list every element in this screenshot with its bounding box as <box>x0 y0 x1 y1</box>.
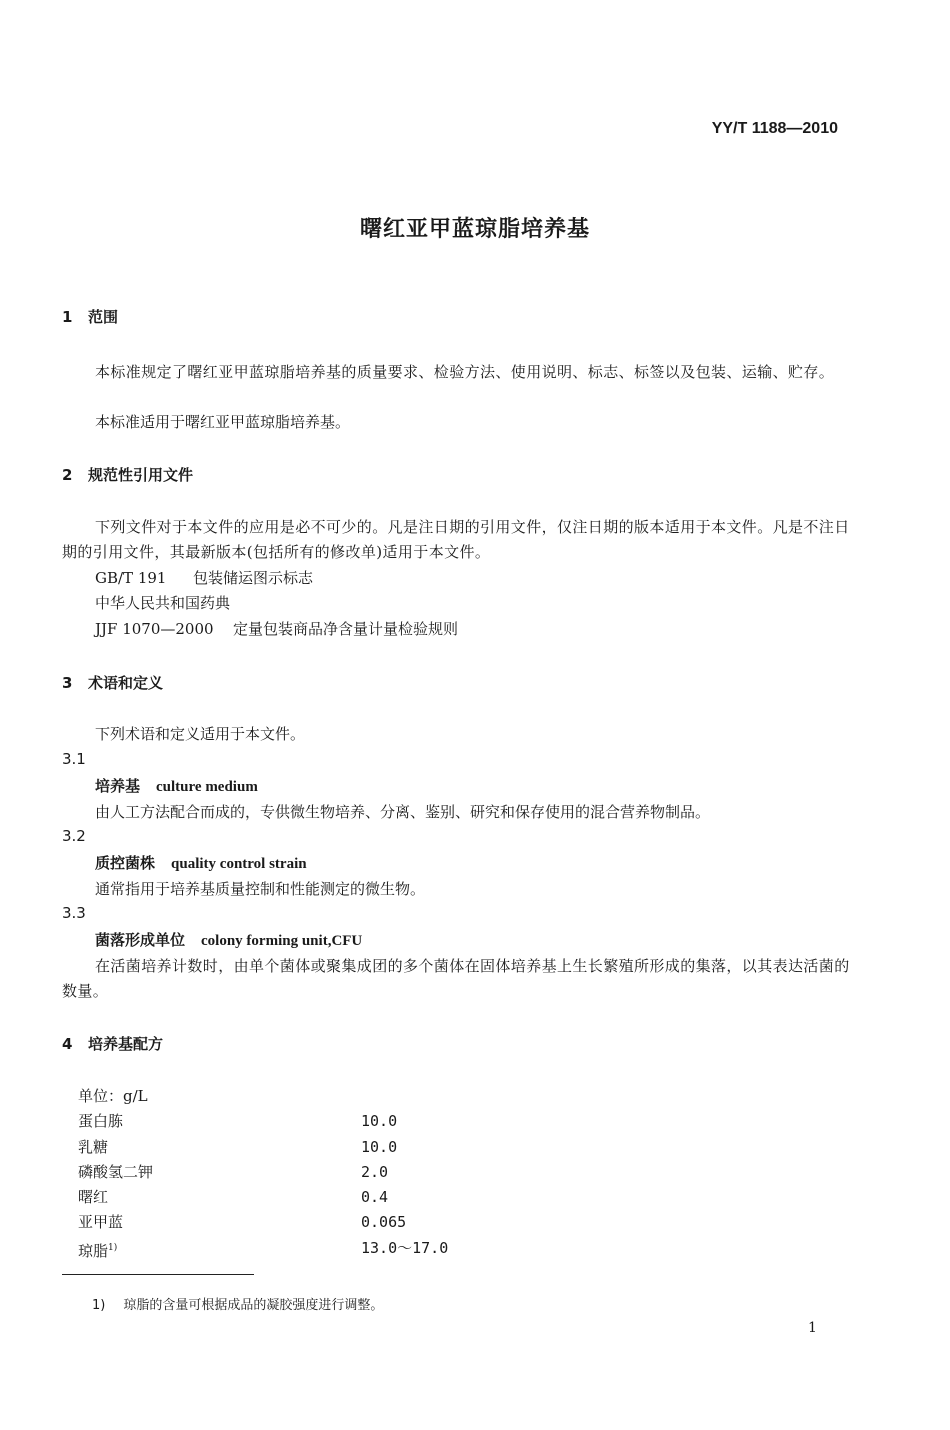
section-title: 规范性引用文件 <box>88 466 194 484</box>
ingredient-value: 10.0 <box>361 1138 398 1156</box>
section-1-heading <box>62 306 118 327</box>
section-title: 培养基配方 <box>88 1035 164 1053</box>
ingredient-value: 10.0 <box>361 1112 398 1130</box>
reference-item <box>95 591 230 616</box>
formula-unit: 单位：g/L <box>78 1087 148 1105</box>
footnote <box>92 1294 383 1313</box>
document-title: 曙红亚甲蓝琼脂培养基 <box>359 217 590 242</box>
section-number: 1 <box>62 308 73 326</box>
reference-title: 中华人民共和国药典 <box>95 594 231 612</box>
section-title: 范围 <box>88 308 119 326</box>
ingredient-value: 13.0～17.0 <box>361 1239 449 1257</box>
term-heading <box>95 852 307 873</box>
ingredient-name: 磷酸氢二钾 <box>78 1163 154 1181</box>
reference-code: GB/T 191 <box>95 569 167 587</box>
section-3-intro: 下列术语和定义适用于本文件。 <box>95 725 306 743</box>
reference-title: 包装储运图示标志 <box>193 569 314 587</box>
term-chinese: 质控菌株 <box>95 854 156 872</box>
clause-number: 3.1 <box>62 750 86 768</box>
term-heading <box>95 775 258 796</box>
term-chinese: 培养基 <box>95 777 141 795</box>
footnote-text: 琼脂的含量可根据成品的凝胶强度进行调整。 <box>123 1298 384 1313</box>
term-definition: 由人工方法配合而成的，专供微生物培养、分离、鉴别、研究和保存使用的混合营养物制品。 <box>95 803 711 821</box>
reference-item <box>95 566 313 591</box>
ingredient-name: 亚甲蓝 <box>78 1213 124 1231</box>
document-code: YY/T 1188—2010 <box>711 120 838 137</box>
section-title: 术语和定义 <box>88 674 164 692</box>
section-2-heading <box>62 464 193 485</box>
ingredient-label: 琼脂 <box>78 1242 109 1260</box>
section-1-paragraph-2: 本标准适用于曙红亚甲蓝琼脂培养基。 <box>95 413 351 431</box>
ingredient-value: 0.065 <box>361 1213 407 1231</box>
ingredient-name: 乳糖 <box>78 1138 109 1156</box>
term-heading <box>95 929 362 950</box>
clause-number: 3.3 <box>62 904 86 922</box>
term-definition: 在活菌培养计数时，由单个菌体或聚集成团的多个菌体在固体培养基上生长繁殖所形成的集落，以其表达活菌的数量。 <box>62 957 850 1000</box>
term-english: culture medium <box>156 779 258 795</box>
section-number: 2 <box>62 466 73 484</box>
term-definition: 通常指用于培养基质量控制和性能测定的微生物。 <box>95 880 426 898</box>
ingredient-name: 曙红 <box>78 1188 109 1206</box>
clause-number: 3.2 <box>62 827 86 845</box>
term-english: quality control strain <box>171 856 307 872</box>
term-english: colony forming unit,CFU <box>201 933 363 949</box>
ingredient-name <box>78 1236 117 1264</box>
reference-title: 定量包装商品净含量计量检验规则 <box>233 620 459 638</box>
section-3-heading <box>62 672 163 693</box>
reference-code: JJF 1070—2000 <box>95 620 214 638</box>
footnote-reference: 1) <box>108 1243 118 1253</box>
section-number: 4 <box>62 1035 73 1053</box>
section-number: 3 <box>62 674 73 692</box>
ingredient-value: 2.0 <box>361 1163 389 1181</box>
footnote-divider <box>62 1274 254 1275</box>
section-2-paragraph: 下列文件对于本文件的应用是必不可少的。凡是注日期的引用文件，仅注日期的版本适用于本文件。凡是不注日期的引用文件，其最新版本(包括所有的修改单)适用于本文件。 <box>62 518 850 561</box>
reference-item <box>95 617 458 642</box>
page-number: 1 <box>808 1320 817 1336</box>
section-4-heading <box>62 1033 163 1054</box>
ingredient-name: 蛋白胨 <box>78 1112 124 1130</box>
term-chinese: 菌落形成单位 <box>95 931 186 949</box>
ingredient-value: 0.4 <box>361 1188 389 1206</box>
section-1-paragraph-1: 本标准规定了曙红亚甲蓝琼脂培养基的质量要求、检验方法、使用说明、标志、标签以及包装、运输、贮存。 <box>95 363 835 381</box>
footnote-marker: 1) <box>92 1298 106 1313</box>
